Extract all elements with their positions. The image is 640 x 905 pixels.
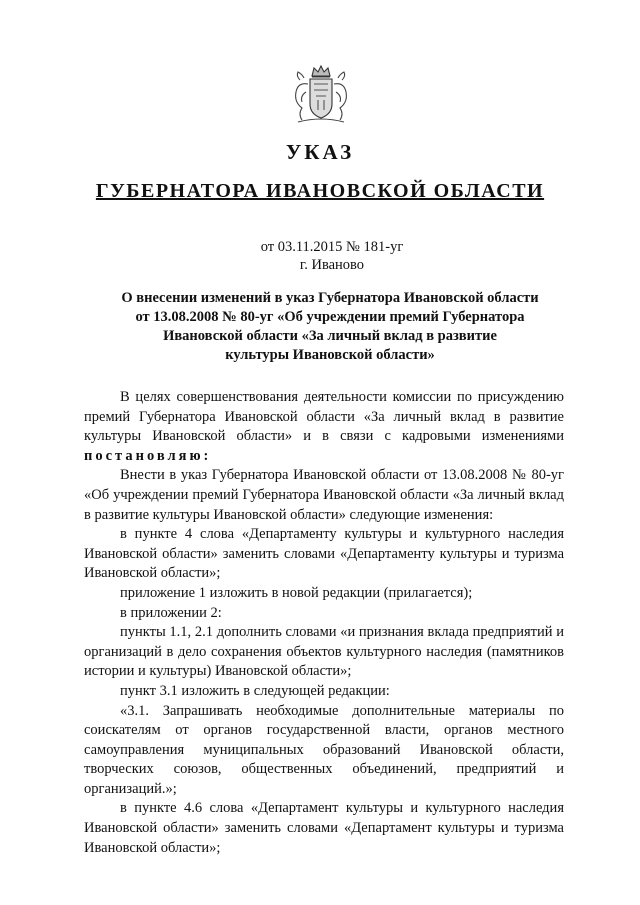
body-paragraph: пункты 1.1, 2.1 дополнить словами «и признания вклада предприятий и организаций в дело сохранения объектов культурного наследия (памятников истории и культуры) Ивановской области»; — [84, 624, 564, 680]
document-heading — [80, 289, 580, 365]
document-title: УКАЗ — [285, 140, 355, 164]
intro-text: В целях совершенствования деятельности комиссии по присуждению премий Губернатора Ивановской области «За личный вклад в развитие культуры Ивановской области» и в связи с кадровыми изменениями — [84, 389, 564, 445]
decree-word: постановляю — [84, 447, 204, 464]
heading-line: О внесении изменений в указ Губернатора Ивановской области — [121, 290, 539, 306]
document-body — [84, 388, 564, 858]
heading-line: Ивановской области «За личный вклад в развитие — [163, 328, 497, 344]
intro-paragraph — [84, 388, 564, 466]
body-paragraph: в приложении 2: — [120, 604, 222, 621]
body-paragraph: пункт 3.1 изложить в следующей редакции: — [120, 682, 390, 699]
document-city: г. Иваново — [299, 257, 365, 273]
body-paragraph: в пункте 4.6 слова «Департамент культуры и культурного наследия Ивановской области» заменить словами «Департамент культуры и туризма Ивановской области»; — [84, 800, 564, 856]
heading-line: от 13.08.2008 № 80-уг «Об учреждении премий Губернатора — [135, 309, 525, 325]
body-paragraph: «3.1. Запрашивать необходимые дополнительные материалы по соискателям от органов государственной власти, органов местного самоуправления муниципальных образований Ивановской области, творческих союзов, общественных объединений, предприятий и организаций.»; — [84, 702, 564, 797]
heading-line: культуры Ивановской области» — [225, 347, 435, 363]
body-paragraph: в пункте 4 слова «Департаменту культуры и культурного наследия Ивановской области» заменить словами «Департаменту культуры и туризма Ивановской области»; — [84, 526, 564, 582]
document-date-number: от 03.11.2015 № 181-уг — [260, 239, 404, 255]
decree-colon: : — [203, 447, 209, 464]
coat-of-arms-emblem-icon — [288, 62, 354, 126]
body-paragraph: приложение 1 изложить в новой редакции (прилагается); — [120, 584, 473, 601]
body-paragraph: Внести в указ Губернатора Ивановской области от 13.08.2008 № 80-уг «Об учреждении премий Губернатора Ивановской области «За личный вклад в развитие культуры Ивановской области» следующие изменения: — [84, 467, 564, 523]
document-subtitle: ГУБЕРНАТОРА ИВАНОВСКОЙ ОБЛАСТИ — [95, 180, 545, 202]
